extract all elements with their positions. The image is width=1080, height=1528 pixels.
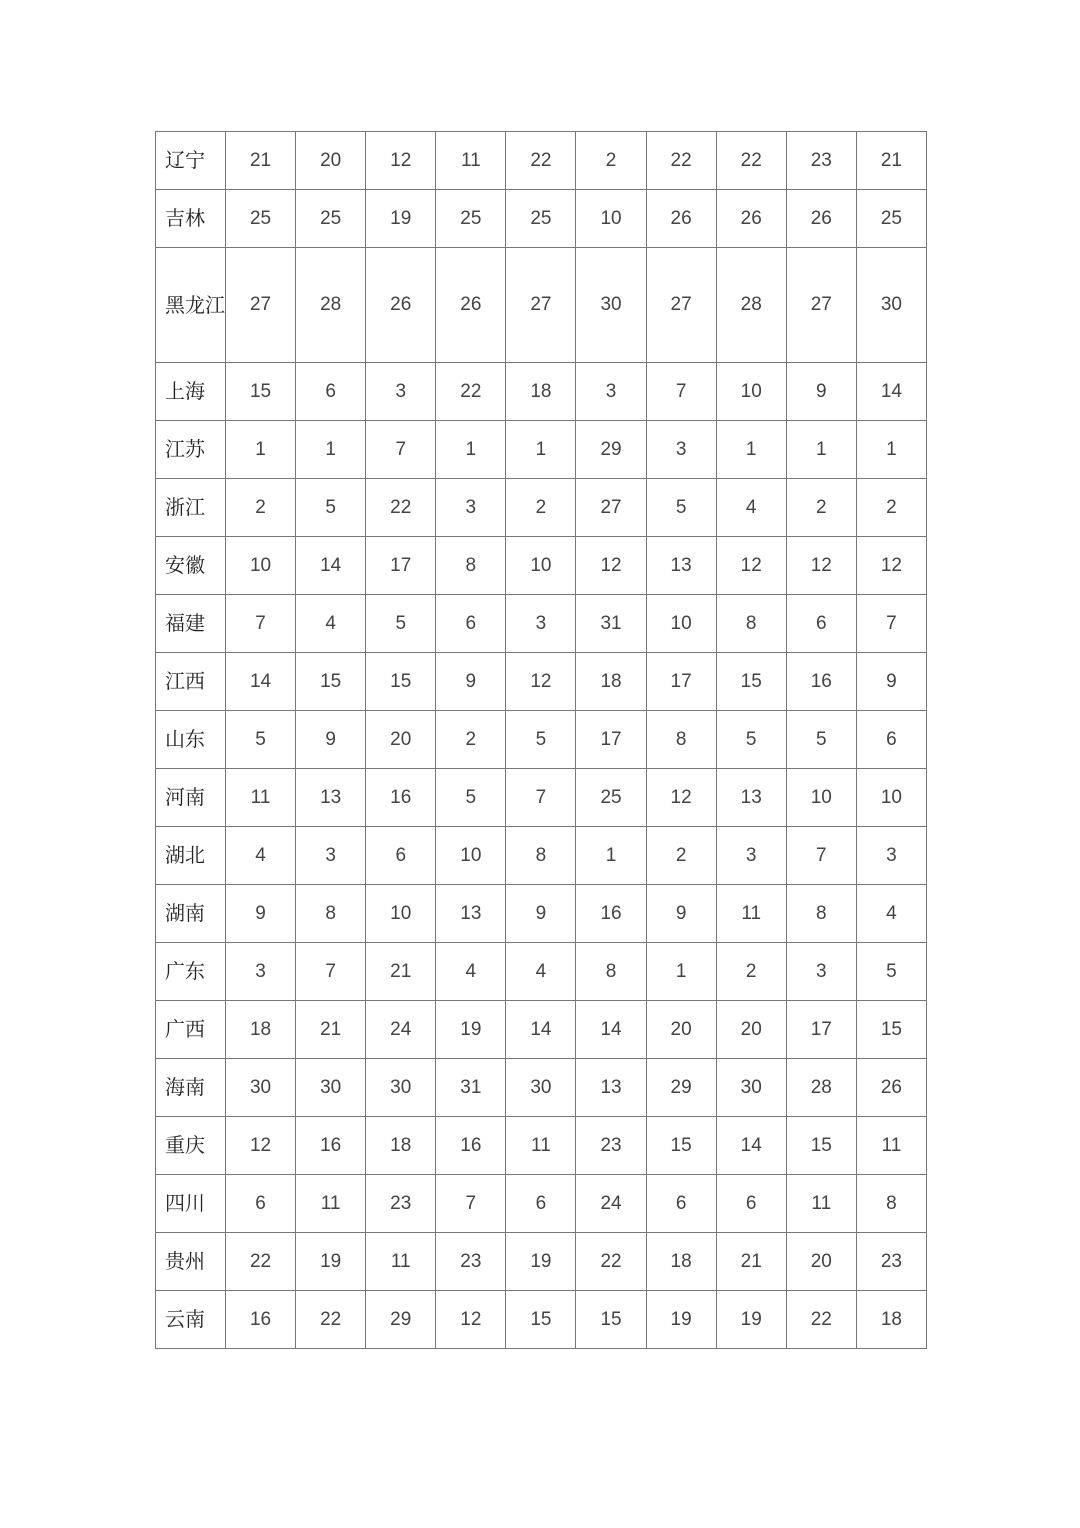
rank-cell: 2	[786, 479, 856, 537]
rank-cell: 10	[856, 769, 926, 827]
rank-cell: 19	[716, 1291, 786, 1349]
rank-cell: 16	[436, 1117, 506, 1175]
rank-cell: 20	[296, 132, 366, 190]
rank-cell: 22	[226, 1233, 296, 1291]
rank-cell: 27	[506, 248, 576, 363]
rank-cell: 3	[436, 479, 506, 537]
rank-cell: 8	[436, 537, 506, 595]
rank-cell: 15	[366, 653, 436, 711]
rank-cell: 8	[716, 595, 786, 653]
province-cell: 海南	[156, 1059, 226, 1117]
rank-cell: 2	[856, 479, 926, 537]
province-cell: 四川	[156, 1175, 226, 1233]
rank-cell: 14	[506, 1001, 576, 1059]
rank-cell: 11	[506, 1117, 576, 1175]
rank-cell: 6	[786, 595, 856, 653]
rank-cell: 26	[366, 248, 436, 363]
rank-cell: 21	[366, 943, 436, 1001]
rank-cell: 6	[716, 1175, 786, 1233]
rank-cell: 14	[296, 537, 366, 595]
rank-cell: 8	[786, 885, 856, 943]
province-cell: 湖南	[156, 885, 226, 943]
rank-cell: 26	[646, 190, 716, 248]
rank-cell: 30	[296, 1059, 366, 1117]
rank-cell: 10	[716, 363, 786, 421]
rank-cell: 11	[436, 132, 506, 190]
rank-cell: 29	[366, 1291, 436, 1349]
rank-cell: 23	[786, 132, 856, 190]
rank-cell: 28	[716, 248, 786, 363]
rank-cell: 19	[646, 1291, 716, 1349]
rank-cell: 8	[506, 827, 576, 885]
table-row	[156, 1291, 927, 1349]
rank-cell: 5	[716, 711, 786, 769]
rank-cell: 20	[716, 1001, 786, 1059]
rank-cell: 5	[786, 711, 856, 769]
rank-cell: 23	[436, 1233, 506, 1291]
rank-cell: 1	[576, 827, 646, 885]
province-cell: 江西	[156, 653, 226, 711]
rank-cell: 4	[506, 943, 576, 1001]
rank-cell: 3	[226, 943, 296, 1001]
rank-cell: 2	[506, 479, 576, 537]
rank-cell: 22	[786, 1291, 856, 1349]
rank-cell: 21	[716, 1233, 786, 1291]
rank-cell: 6	[296, 363, 366, 421]
rank-cell: 27	[576, 479, 646, 537]
rank-cell: 3	[366, 363, 436, 421]
rank-cell: 11	[226, 769, 296, 827]
rank-cell: 6	[646, 1175, 716, 1233]
rank-cell: 4	[226, 827, 296, 885]
rank-cell: 31	[436, 1059, 506, 1117]
rank-cell: 23	[576, 1117, 646, 1175]
province-cell: 江苏	[156, 421, 226, 479]
rank-cell: 13	[716, 769, 786, 827]
province-cell: 广东	[156, 943, 226, 1001]
ranking-table-body	[156, 132, 927, 1349]
table-row	[156, 1117, 927, 1175]
rank-cell: 5	[506, 711, 576, 769]
rank-cell: 15	[296, 653, 366, 711]
rank-cell: 27	[786, 248, 856, 363]
rank-cell: 5	[856, 943, 926, 1001]
rank-cell: 2	[646, 827, 716, 885]
rank-cell: 6	[366, 827, 436, 885]
province-cell: 贵州	[156, 1233, 226, 1291]
rank-cell: 22	[296, 1291, 366, 1349]
rank-cell: 17	[786, 1001, 856, 1059]
rank-cell: 4	[716, 479, 786, 537]
rank-cell: 18	[506, 363, 576, 421]
rank-cell: 10	[436, 827, 506, 885]
rank-cell: 24	[366, 1001, 436, 1059]
province-cell: 黑龙江	[156, 248, 226, 363]
rank-cell: 21	[296, 1001, 366, 1059]
rank-cell: 19	[366, 190, 436, 248]
rank-cell: 17	[366, 537, 436, 595]
rank-cell: 12	[366, 132, 436, 190]
table-row	[156, 653, 927, 711]
rank-cell: 18	[646, 1233, 716, 1291]
rank-cell: 3	[646, 421, 716, 479]
table-row	[156, 132, 927, 190]
rank-cell: 13	[576, 1059, 646, 1117]
table-row	[156, 1233, 927, 1291]
rank-cell: 16	[576, 885, 646, 943]
rank-cell: 8	[856, 1175, 926, 1233]
rank-cell: 11	[716, 885, 786, 943]
table-row	[156, 769, 927, 827]
rank-cell: 9	[436, 653, 506, 711]
rank-cell: 12	[856, 537, 926, 595]
rank-cell: 22	[646, 132, 716, 190]
rank-cell: 25	[576, 769, 646, 827]
rank-cell: 31	[576, 595, 646, 653]
rank-cell: 26	[716, 190, 786, 248]
rank-cell: 2	[716, 943, 786, 1001]
table-row	[156, 1001, 927, 1059]
rank-cell: 10	[366, 885, 436, 943]
province-cell: 重庆	[156, 1117, 226, 1175]
rank-cell: 9	[856, 653, 926, 711]
rank-cell: 12	[786, 537, 856, 595]
rank-cell: 30	[226, 1059, 296, 1117]
rank-cell: 5	[436, 769, 506, 827]
rank-cell: 9	[646, 885, 716, 943]
rank-cell: 15	[506, 1291, 576, 1349]
rank-cell: 7	[856, 595, 926, 653]
rank-cell: 4	[296, 595, 366, 653]
rank-cell: 16	[786, 653, 856, 711]
rank-cell: 23	[366, 1175, 436, 1233]
rank-cell: 7	[506, 769, 576, 827]
rank-cell: 22	[716, 132, 786, 190]
province-cell: 河南	[156, 769, 226, 827]
rank-cell: 6	[226, 1175, 296, 1233]
rank-cell: 1	[296, 421, 366, 479]
rank-cell: 13	[646, 537, 716, 595]
rank-cell: 17	[646, 653, 716, 711]
rank-cell: 2	[226, 479, 296, 537]
province-cell: 辽宁	[156, 132, 226, 190]
rank-cell: 14	[856, 363, 926, 421]
province-cell: 广西	[156, 1001, 226, 1059]
rank-cell: 7	[786, 827, 856, 885]
rank-cell: 16	[226, 1291, 296, 1349]
rank-cell: 19	[296, 1233, 366, 1291]
rank-cell: 1	[646, 943, 716, 1001]
rank-cell: 9	[506, 885, 576, 943]
table-row	[156, 711, 927, 769]
rank-cell: 5	[646, 479, 716, 537]
rank-cell: 11	[786, 1175, 856, 1233]
rank-cell: 15	[716, 653, 786, 711]
rank-cell: 18	[366, 1117, 436, 1175]
rank-cell: 4	[856, 885, 926, 943]
table-row	[156, 827, 927, 885]
rank-cell: 19	[436, 1001, 506, 1059]
rank-cell: 3	[576, 363, 646, 421]
rank-cell: 16	[296, 1117, 366, 1175]
rank-cell: 24	[576, 1175, 646, 1233]
rank-cell: 5	[296, 479, 366, 537]
rank-cell: 26	[786, 190, 856, 248]
rank-cell: 9	[786, 363, 856, 421]
rank-cell: 9	[296, 711, 366, 769]
rank-cell: 14	[226, 653, 296, 711]
rank-cell: 12	[716, 537, 786, 595]
rank-cell: 25	[436, 190, 506, 248]
rank-cell: 10	[506, 537, 576, 595]
rank-cell: 30	[366, 1059, 436, 1117]
rank-cell: 8	[296, 885, 366, 943]
rank-cell: 15	[226, 363, 296, 421]
rank-cell: 14	[576, 1001, 646, 1059]
rank-cell: 12	[436, 1291, 506, 1349]
table-row	[156, 943, 927, 1001]
ranking-table	[155, 131, 927, 1349]
rank-cell: 9	[226, 885, 296, 943]
rank-cell: 27	[646, 248, 716, 363]
rank-cell: 10	[646, 595, 716, 653]
rank-cell: 18	[226, 1001, 296, 1059]
rank-cell: 25	[226, 190, 296, 248]
rank-cell: 30	[506, 1059, 576, 1117]
rank-cell: 1	[856, 421, 926, 479]
rank-cell: 3	[716, 827, 786, 885]
rank-cell: 13	[436, 885, 506, 943]
table-row	[156, 190, 927, 248]
table-row	[156, 479, 927, 537]
rank-cell: 29	[646, 1059, 716, 1117]
rank-cell: 10	[226, 537, 296, 595]
rank-cell: 26	[436, 248, 506, 363]
rank-cell: 1	[506, 421, 576, 479]
rank-cell: 1	[436, 421, 506, 479]
rank-cell: 18	[856, 1291, 926, 1349]
rank-cell: 7	[436, 1175, 506, 1233]
table-row	[156, 248, 927, 363]
rank-cell: 15	[576, 1291, 646, 1349]
rank-cell: 10	[576, 190, 646, 248]
rank-cell: 23	[856, 1233, 926, 1291]
rank-cell: 14	[716, 1117, 786, 1175]
rank-cell: 20	[646, 1001, 716, 1059]
rank-cell: 30	[716, 1059, 786, 1117]
table-row	[156, 421, 927, 479]
rank-cell: 10	[786, 769, 856, 827]
rank-cell: 25	[296, 190, 366, 248]
rank-cell: 12	[226, 1117, 296, 1175]
rank-cell: 1	[226, 421, 296, 479]
rank-cell: 3	[856, 827, 926, 885]
table-row	[156, 1175, 927, 1233]
province-cell: 上海	[156, 363, 226, 421]
rank-cell: 12	[576, 537, 646, 595]
rank-cell: 17	[576, 711, 646, 769]
rank-cell: 2	[576, 132, 646, 190]
rank-cell: 3	[506, 595, 576, 653]
rank-cell: 21	[856, 132, 926, 190]
table-row	[156, 885, 927, 943]
rank-cell: 8	[576, 943, 646, 1001]
province-cell: 吉林	[156, 190, 226, 248]
province-cell: 浙江	[156, 479, 226, 537]
rank-cell: 12	[646, 769, 716, 827]
rank-cell: 27	[226, 248, 296, 363]
rank-cell: 7	[296, 943, 366, 1001]
rank-cell: 30	[856, 248, 926, 363]
rank-cell: 6	[436, 595, 506, 653]
rank-cell: 11	[856, 1117, 926, 1175]
rank-cell: 8	[646, 711, 716, 769]
rank-cell: 18	[576, 653, 646, 711]
rank-cell: 3	[786, 943, 856, 1001]
rank-cell: 12	[506, 653, 576, 711]
rank-cell: 30	[576, 248, 646, 363]
province-cell: 安徽	[156, 537, 226, 595]
rank-cell: 28	[296, 248, 366, 363]
rank-cell: 6	[506, 1175, 576, 1233]
rank-cell: 16	[366, 769, 436, 827]
province-cell: 山东	[156, 711, 226, 769]
rank-cell: 22	[576, 1233, 646, 1291]
rank-cell: 3	[296, 827, 366, 885]
rank-cell: 1	[786, 421, 856, 479]
rank-cell: 13	[296, 769, 366, 827]
rank-cell: 7	[226, 595, 296, 653]
rank-cell: 28	[786, 1059, 856, 1117]
table-row	[156, 363, 927, 421]
rank-cell: 22	[366, 479, 436, 537]
rank-cell: 15	[786, 1117, 856, 1175]
rank-cell: 2	[436, 711, 506, 769]
rank-cell: 7	[646, 363, 716, 421]
table-row	[156, 1059, 927, 1117]
rank-cell: 11	[296, 1175, 366, 1233]
rank-cell: 29	[576, 421, 646, 479]
rank-cell: 11	[366, 1233, 436, 1291]
province-cell: 湖北	[156, 827, 226, 885]
rank-cell: 15	[856, 1001, 926, 1059]
rank-cell: 5	[226, 711, 296, 769]
rank-cell: 25	[856, 190, 926, 248]
rank-cell: 6	[856, 711, 926, 769]
rank-cell: 19	[506, 1233, 576, 1291]
rank-cell: 20	[786, 1233, 856, 1291]
table-row	[156, 595, 927, 653]
rank-cell: 25	[506, 190, 576, 248]
table-row	[156, 537, 927, 595]
rank-cell: 4	[436, 943, 506, 1001]
rank-cell: 20	[366, 711, 436, 769]
rank-cell: 26	[856, 1059, 926, 1117]
rank-cell: 22	[506, 132, 576, 190]
rank-cell: 5	[366, 595, 436, 653]
rank-cell: 1	[716, 421, 786, 479]
province-cell: 福建	[156, 595, 226, 653]
province-cell: 云南	[156, 1291, 226, 1349]
rank-cell: 21	[226, 132, 296, 190]
rank-cell: 22	[436, 363, 506, 421]
rank-cell: 7	[366, 421, 436, 479]
rank-cell: 15	[646, 1117, 716, 1175]
